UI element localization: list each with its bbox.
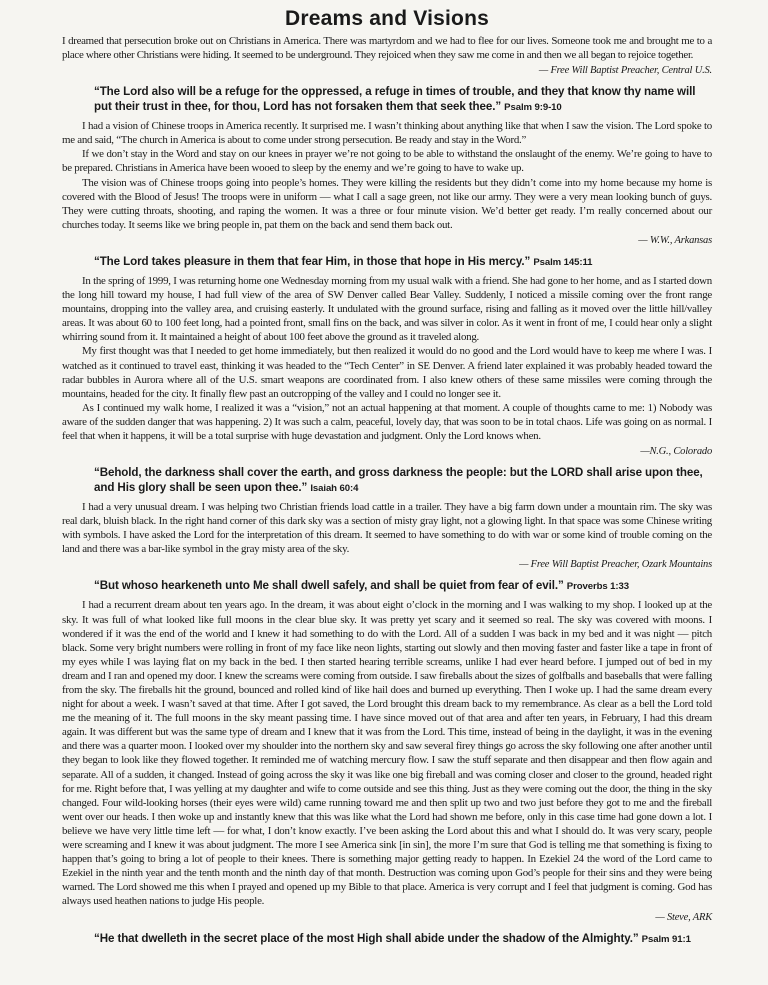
testimony-paragraph: As I continued my walk home, I realized it was a “vision,” not an actual happening at that moment. A couple of thoughts came to me: 1) Nobody was aware of the sudden danger that was happening. 2) It was such a calm, peaceful, lovely day, that was soon to be in total chaos. Life was going on as normal. I feel that when it happens, it will be a total surprise with huge devastation and judgment. Only the Lord knows when.	[62, 401, 712, 442]
scripture-quote	[62, 84, 712, 115]
scripture-text: “But whoso hearkeneth unto Me shall dwell safely, and shall be quiet from fear of evil.”	[94, 579, 564, 593]
testimony-section	[62, 465, 712, 572]
scripture-text: “The Lord also will be a refuge for the oppressed, a refuge in times of trouble, and they that know thy name will put their trust in thee, for thou, Lord has not forsaken them that seek thee.”	[94, 85, 696, 114]
scripture-quote	[62, 254, 712, 270]
testimony-attribution: —N.G., Colorado	[640, 446, 712, 458]
scripture-reference: Isaiah 60:4	[310, 483, 359, 495]
scripture-reference: Proverbs 1:33	[566, 581, 629, 593]
scripture-text: “He that dwelleth in the secret place of the most High shall abide under the shadow of the Almighty.”	[94, 931, 639, 945]
scripture-reference: Psalm 9:9-10	[504, 102, 562, 114]
scripture-text: “The Lord takes pleasure in them that fear Him, in those that hope in His mercy.”	[94, 254, 531, 268]
testimony-section	[62, 34, 712, 78]
testimony-paragraph: I had a very unusual dream. I was helping two Christian friends load cattle in a trailer. They have a big farm down under a mountain rim. The sky was real dark, bluish black. In the right hand corner of this dark sky was a section of misty gray light, not a glowing light. In that space was some Chinese writing with symbols. I have asked the Lord for the interpretation of this dream. It seemed to have something to do with war or some kind of trouble coming on the land and there was a bar-like symbol in the gray misty area of the sky.	[62, 501, 712, 556]
testimony-attribution: — Steve, ARK	[655, 911, 712, 923]
testimony-paragraph: I dreamed that persecution broke out on Christians in America. There was martyrdom and we had to flee for our lives. Someone took me and brought me to a place where other Christians were hiding. It seemed to be underground. They rejoiced when they saw me come in and then we all began to rejoice together.	[62, 35, 712, 62]
scripture-quote	[62, 931, 712, 947]
scripture-quote	[62, 578, 712, 594]
scripture-quote	[62, 465, 712, 496]
testimony-paragraph: I had a recurrent dream about ten years ago. In the dream, it was about eight o’clock in the morning and I was walking to my shop. I looked up at the sky. It was full of what looked like full moons in the clear blue sky. It was pretty yet scary and it seemed so real. The sky was covered with moons. I wondered if it was the end of the world and I knew it had something to do with the Lord. All of a sudden I was back in my bed and it was night — pitch black. Some very bright numbers were rolling in front of my face like neon lights, starting out slowly and then moving faster and faster like a tape in front of my eyes while I was laying flat on my back in the bed. I then started hearing terrible screams, unlike I had ever heard before. I jumped out of bed in my dream and I ran and opened my door. I knew the screams were coming from outside. I saw fireballs about the sizes of golfballs and baseballs that were falling from the sky. The fireballs hit the ground, bounced and rolled kind of like hail does and burned up everything. Then I woke up. I had the same dream every night for about a week. I wasn’t saved at that time. After I got saved, the Lord brought this dream back to my remembrance. As clear as a bell the Lord told me the meaning of it. The full moons in the sky meant passing time. I have since moved out of that area and after ten years, in February, I had this dream again. It was different but was the same type of dream and I knew that it was from the Lord. This time, instead of being in the daylight, it was in the evening and there was a quarter moon. I looked over my shoulder into the northern sky and saw several firey things go across the sky following one after another until they began to look like they flowed together. It reminded me of watching mercury flow. I saw the stuff separate and then disappear and then flow again and separate. All of a sudden, it changed. Instead of going across the sky it was like one big fireball and was coming closer and closer to the ground, headed right for me. Right before that, I was yelling at my daughter and wife to come outside and see this thing. Just as they were coming out the door, the thing in the sky changed. Four wild-looking horses (their eyes were wild) came running toward me and then split up two and two just before they got to me and the fireball went over our heads. I then woke up and instantly knew that this was like what the Lord had shown me before, only in this case time had gone down a lot. I believe we have very little time left — for what, I don’t know exactly. I’ve been asking the Lord about this and what I should do. It was very scary, people were screaming and I knew it was about judgment. The more I see America sink [in sin], the more I’m sure that God is telling me that something is fixing to happen that’s going to bring a lot of people to their knees. There is something major getting ready to happen. In Ezekiel 24 the word of the Lord came to Ezekiel in the ninth year and the tenth month and the ninth day of that month. Destruction was coming upon God’s people for their sins and they were being warned. The Lord showed me this when I prayed and opened up my Bible to that place. America is very corrupt and I feel that judgment is coming. God has always used heathen nations to judge His people.	[62, 599, 712, 908]
testimony-paragraph: The vision was of Chinese troops going into people’s homes. They were killing the residents but they didn’t come into my home because my home is covered with the Blood of Jesus! The troops were in uniform — what I call a sage green, not like our army. They were a very mean looking bunch of guys. They were cutting throats, shooting, and raping the women. It was a three or four minute vision. We’d better get ready. I’m really concerned about our churches today. It seems like we bring people in, pat them on the back and send them back out.	[62, 176, 712, 231]
scripture-text: “Behold, the darkness shall cover the earth, and gross darkness the people: but the LORD shall arise upon thee, and His glory shall be seen upon thee.”	[94, 466, 703, 495]
scripture-reference: Psalm 91:1	[641, 933, 691, 945]
closing-section	[62, 931, 712, 947]
testimony-section	[62, 254, 712, 459]
testimony-attribution: — Free Will Baptist Preacher, Central U.S.	[538, 65, 712, 77]
testimony-attribution: — W.W., Arkansas	[638, 234, 712, 246]
testimony-section	[62, 578, 712, 924]
testimony-paragraph: My first thought was that I needed to get home immediately, but then realized it would do no good and the Lord would have to keep me where I was. I watched as it continued to travel east, thinking it was headed to the “Tech Center” in SE Denver. A friend later explained it was probably headed toward the radar bubbles in Aurora where all of the U.S. smart weapons are coordinated from. I also knew others of these same missiles were coming through the mountains, headed for the city. It finally flew past an outcropping of the valley and I could no longer see it.	[62, 345, 712, 400]
testimony-paragraph: If we don’t stay in the Word and stay on our knees in prayer we’re not going to be able to withstand the onslaught of the enemy. We’re going to have to be prepared. Christians in America have been wooed to sleep by the enemy and we’re going to have to wake up.	[62, 148, 712, 175]
testimony-paragraph: I had a vision of Chinese troops in America recently. It surprised me. I wasn’t thinking about anything like that when I saw the vision. The Lord spoke to me and said, “The church in America is about to come under strong persecution. Be ready and stay in the Word.”	[62, 120, 712, 147]
testimony-paragraph: In the spring of 1999, I was returning home one Wednesday morning from my usual walk with a friend. She had gone to her home, and as I started down the long hill toward my house, I had full view of the area of SW Denver called Bear Valley. Suddenly, I noticed a missile coming over the front range mountains, dropping into the valley area, and cruising easterly. It undulated with the ground surface, rising and falling as it moved over the little hill/valley areas. It was about 60 to 100 feet long, had a pointed front, small fins on the back, and was silver in color. As it went in front of me, I could hear only a slight whirring sound from it. It maintained a height of about 100 feet above the ground as it traveled along.	[62, 274, 712, 344]
scripture-reference: Psalm 145:11	[533, 256, 593, 268]
testimony-section	[62, 84, 712, 248]
testimony-attribution: — Free Will Baptist Preacher, Ozark Mountains	[519, 559, 712, 571]
page-title: Dreams and Visions	[285, 7, 489, 30]
